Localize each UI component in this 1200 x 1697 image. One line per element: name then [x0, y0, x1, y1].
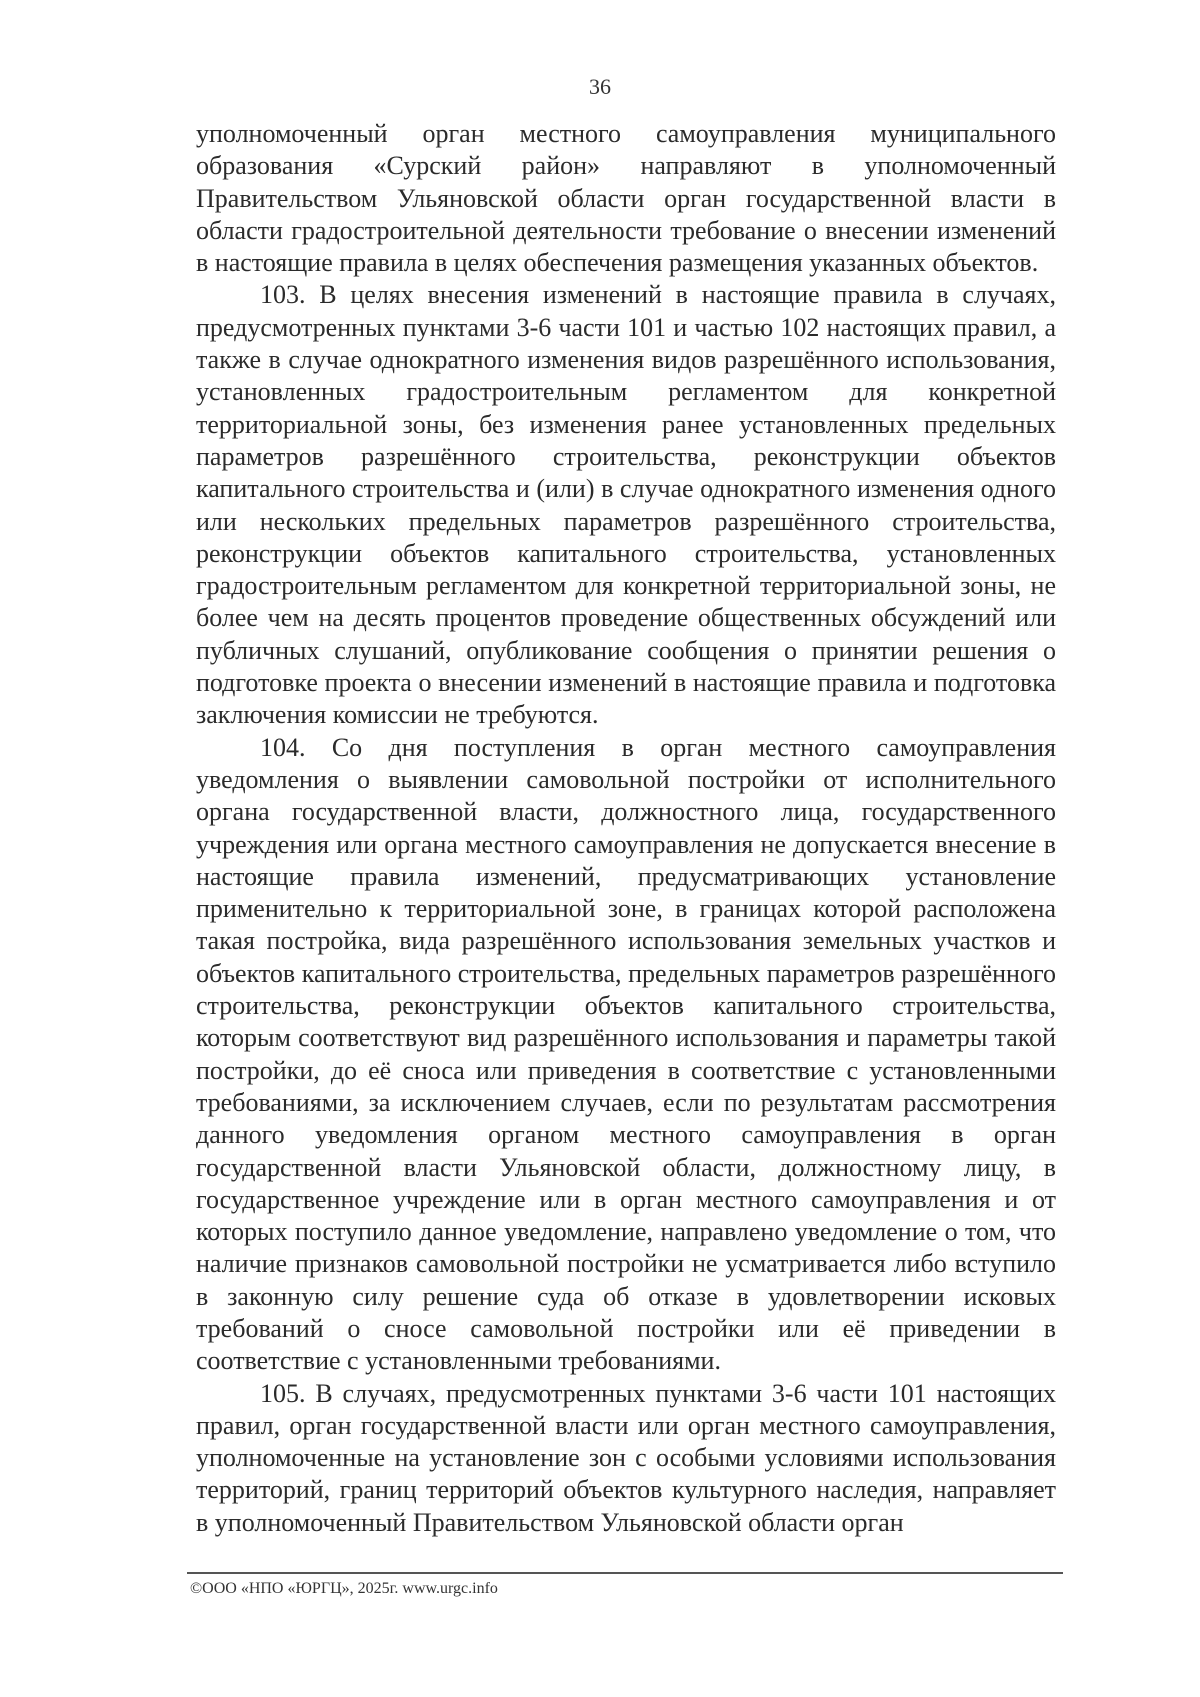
- paragraph-105: 105. В случаях, предусмотренных пунктами 3-6 части 101 настоящих правил, орган государственной власти или орган местного самоуправления, уполномоченные на установление зон с особыми условиями использования территорий, границ территорий объектов культурного наследия, направляет в уполномоченный Правительством Ульяновской области орган: [196, 1378, 1056, 1537]
- paragraph-103: 103. В целях внесения изменений в настоящие правила в случаях, предусмотренных пунктами 3-6 части 101 и частью 102 настоящих правил, а также в случае однократного изменения видов разрешённого использования, установленных градостроительным регламентом для конкретной территориальной зоны, без изменения ранее установленных предельных параметров разрешённого строительства, реконструкции объектов капитального строительства и (или) в случае однократного изменения одного или нескольких предельных параметров разрешённого строительства, реконструкции объектов капитального строительства, установленных градостроительным регламентом для конкретной территориальной зоны, не более чем на десять процентов проведение общественных обсуждений или публичных слушаний, опубликование сообщения о принятии решения о подготовке проекта о внесении изменений в настоящие правила и подготовка заключения комиссии не требуются.: [196, 280, 1056, 730]
- paragraph-continuation: уполномоченный орган местного самоуправления муниципального образования «Сурский район» направляют в уполномоченный Правительством Ульяновской области орган государственной власти в области градостроительной деятельности требование о внесении изменений в настоящие правила в целях обеспечения размещения указанных объектов.: [196, 119, 1056, 278]
- document-body: [196, 118, 1056, 1539]
- footer-divider: [187, 1572, 1063, 1574]
- footer-copyright: ©ООО «НПО «ЮРГЦ», 2025г. www.urgc.info: [190, 1580, 498, 1597]
- page-number: 36: [589, 74, 611, 99]
- paragraph-104: 104. Со дня поступления в орган местного самоуправления уведомления о выявлении самовольной постройки от исполнительного органа государственной власти, должностного лица, государственного учреждения или органа местного самоуправления не допускается внесение в настоящие правила изменений, предусматривающих установление применительно к территориальной зоне, в границах которой расположена такая постройка, вида разрешённого использования земельных участков и объектов капитального строительства, предельных параметров разрешённого строительства, реконструкции объектов капитального строительства, которым соответствуют вид разрешённого использования и параметры такой постройки, до её сноса или приведения в соответствие с установленными требованиями, за исключением случаев, если по результатам рассмотрения данного уведомления органом местного самоуправления в орган государственной власти Ульяновской области, должностному лицу, в государственное учреждение или в орган местного самоуправления и от которых поступило данное уведомление, направлено уведомление о том, что наличие признаков самовольной постройки не усматривается либо вступило в законную силу решение суда об отказе в удовлетворении исковых требований о сносе самовольной постройки или её приведении в соответствие с установленными требованиями.: [196, 732, 1056, 1376]
